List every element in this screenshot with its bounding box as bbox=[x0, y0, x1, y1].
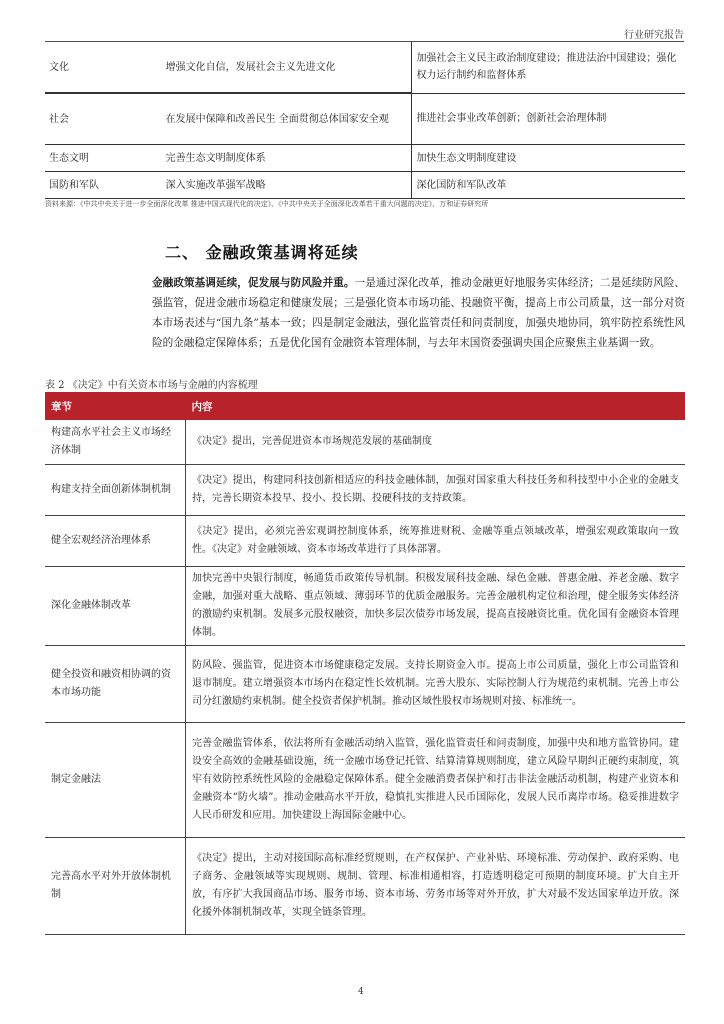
paragraph-body: 一是通过深化改革，推动金融更好地服务实体经济；二是延续防风险、强监管，促进金融市场稳定和健康发展；三是强化资本市场功能、投融资平衡，提高上市公司质量，这一部分对资本市场表述与“国九条”基本一致；四是制定金融法，强化监管责任和问责制度，加强央地协同，筑牢防控系统性风险的金融稳定保障体系；五是优化国有金融资本管理体制，与去年末国资委强调央国企应聚焦主业基调一致。 bbox=[152, 277, 686, 349]
table-row bbox=[45, 723, 685, 838]
content-cell: 防风险、强监管，促进资本市场健康稳定发展。支持长期资金入市。提高上市公司质量，强化上市公司监管和退市制度。建立增强资本市场内在稳定性长效机制。完善大股东、实际控制人行为规范约束机制。完善上市公司分红激励约束机制。健全投资者保护机制。推动区域性股权市场规则对接、标准统一。 bbox=[186, 646, 686, 723]
chapter-cell: 健全宏观经济治理体系 bbox=[45, 516, 186, 567]
table-source-note: 资料来源：《中共中央关于进一步全面深化改革 推进中国式现代化的决定》、《中共中央关于全面深化改革若干重大问题的决定》、万和证券研究所 bbox=[45, 200, 489, 208]
table-row bbox=[45, 145, 685, 172]
finance-content-table bbox=[45, 392, 685, 935]
column-header-chapter: 章节 bbox=[45, 392, 186, 420]
chapter-cell: 深化金融体制改革 bbox=[45, 567, 186, 646]
chapter-cell: 健全投资和融资相协调的资本市场功能 bbox=[45, 646, 186, 723]
table-header-row bbox=[45, 392, 685, 420]
table-row bbox=[45, 93, 685, 145]
table-row bbox=[45, 838, 685, 935]
column-header-content: 内容 bbox=[186, 392, 686, 420]
table-cell: 加强社会主义民主政治制度建设；推进法治中国建设；强化权力运行制约和监督体系 bbox=[412, 42, 685, 93]
table-cell: 加快生态文明制度建设 bbox=[412, 145, 685, 172]
chapter-cell: 完善高水平对外开放体制机制 bbox=[45, 838, 186, 935]
table-cell: 深入实施改革强军战略 bbox=[162, 172, 412, 199]
table-row bbox=[45, 420, 685, 465]
table-caption: 表 2 《决定》中有关资本市场与金融的内容梳理 bbox=[45, 380, 258, 391]
table-cell: 文化 bbox=[45, 42, 162, 93]
table-cell: 增强文化自信，发展社会主义先进文化 bbox=[162, 42, 412, 93]
report-header-title: 行业研究报告 bbox=[624, 30, 684, 41]
table-cell: 社会 bbox=[45, 93, 162, 145]
page-number: 4 bbox=[358, 987, 364, 997]
table-cell: 推进社会事业改革创新；创新社会治理体制 bbox=[412, 93, 685, 145]
table-cell: 在发展中保障和改善民生 全面贯彻总体国家安全观 bbox=[162, 93, 412, 145]
table-cell: 完善生态文明制度体系 bbox=[162, 145, 412, 172]
table-row bbox=[45, 646, 685, 723]
table-row bbox=[45, 42, 685, 93]
table-row bbox=[45, 516, 685, 567]
content-cell: 《决定》提出，构建同科技创新相适应的科技金融体制，加强对国家重大科技任务和科技型中小企业的金融支持，完善长期资本投早、投小、投长期、投硬科技的支持政策。 bbox=[186, 465, 686, 516]
table-cell: 国防和军队 bbox=[45, 172, 162, 199]
table-row bbox=[45, 172, 685, 199]
content-cell: 《决定》提出，必须完善宏观调控制度体系，统筹推进财税、金融等重点领域改革，增强宏观政策取向一致性。《决定》对金融领域、资本市场改革进行了具体部署。 bbox=[186, 516, 686, 567]
content-cell: 《决定》提出，完善促进资本市场规范发展的基础制度 bbox=[186, 420, 686, 465]
reform-table bbox=[45, 42, 685, 199]
table-row bbox=[45, 567, 685, 646]
table-cell: 深化国防和军队改革 bbox=[412, 172, 685, 199]
table-row bbox=[45, 465, 685, 516]
paragraph-lead: 金融政策基调延续，促发展与防风险并重。 bbox=[152, 277, 355, 289]
table-cell: 生态文明 bbox=[45, 145, 162, 172]
content-cell: 加快完善中央银行制度，畅通货币政策传导机制。积极发展科技金融、绿色金融、普惠金融、养老金融、数字金融，加强对重大战略、重点领域、薄弱环节的优质金融服务。完善金融机构定位和治理，健全服务实体经济的激励约束机制。发展多元股权融资，加快多层次债券市场发展，提高直接融资比重。优化国有金融资本管理体制。 bbox=[186, 567, 686, 646]
section-title: 二、 金融政策基调将延续 bbox=[165, 243, 359, 262]
content-cell: 《决定》提出，主动对接国际高标准经贸规则，在产权保护、产业补贴、环境标准、劳动保护、政府采购、电子商务、金融领域等实现规则、规制、管理、标准相通相容，打造透明稳定可预期的制度环境。扩大自主开放，有序扩大我国商品市场、服务市场、资本市场、劳务市场等对外开放，扩大对最不发达国家单边开放。深化援外体制机制改革，实现全链条管理。 bbox=[186, 838, 686, 935]
section-paragraph bbox=[152, 273, 685, 353]
chapter-cell: 制定金融法 bbox=[45, 723, 186, 838]
content-cell: 完善金融监管体系，依法将所有金融活动纳入监管，强化监管责任和问责制度，加强中央和地方监管协同。建设安全高效的金融基础设施，统一金融市场登记托管、结算清算规则制度，建立风险早期纠正硬约束制度，筑牢有效防控系统性风险的金融稳定保障体系。健全金融消费者保护和打击非法金融活动机制，构建产业资本和金融资本“防火墙”。推动金融高水平开放，稳慎扎实推进人民币国际化，发展人民币离岸市场。稳妥推进数字人民币研发和应用。加快建设上海国际金融中心。 bbox=[186, 723, 686, 838]
chapter-cell: 构建支持全面创新体制机制 bbox=[45, 465, 186, 516]
chapter-cell: 构建高水平社会主义市场经济体制 bbox=[45, 420, 186, 465]
